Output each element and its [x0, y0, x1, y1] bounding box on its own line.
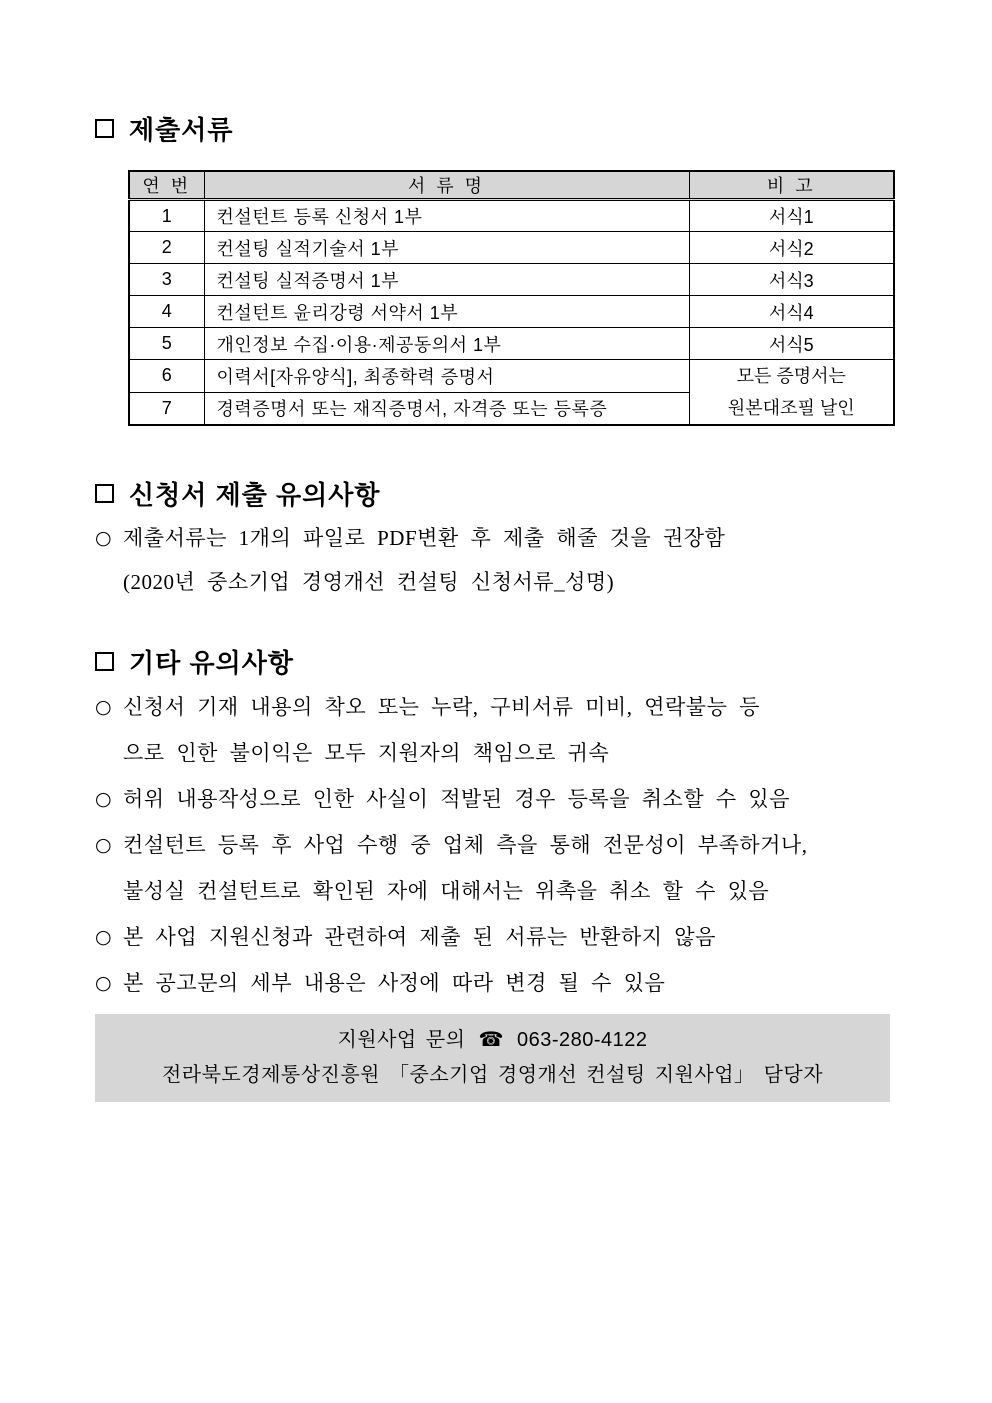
contact-label: 지원사업 문의: [337, 1029, 466, 1051]
cell-name: 이력서[자유양식], 최종학력 증명서: [204, 360, 689, 393]
table-row: [129, 232, 894, 264]
section-title-text: 제출서류: [129, 114, 234, 145]
section-title-text: 기타 유의사항: [129, 647, 294, 678]
col-header-note: 비 고: [689, 171, 894, 200]
circle-bullet-icon: ○: [95, 527, 113, 549]
list-item: [95, 684, 897, 776]
list-item: [95, 516, 897, 604]
cell-no: 4: [129, 296, 204, 328]
cell-no: 3: [129, 264, 204, 296]
note-text: 본 공고문의 세부 내용은 사정에 따라 변경 될 수 있음: [123, 971, 666, 995]
section-title-documents: [95, 113, 897, 143]
contact-phone-number: 063-280-4122: [516, 1029, 648, 1051]
table-row: [129, 264, 894, 296]
cell-name: 컨설턴트 윤리강령 서약서 1부: [204, 296, 689, 328]
cell-name: 컨설턴트 등록 신청서 1부: [204, 200, 689, 232]
phone-icon: ☎: [478, 1029, 504, 1051]
documents-table: [128, 170, 895, 426]
cell-note: 서식4: [689, 296, 894, 328]
table-row: [129, 328, 894, 360]
submission-notes-list: [95, 516, 897, 604]
table-header-row: [129, 171, 894, 200]
section-title-other-notes: [95, 646, 897, 676]
other-notes-list: [95, 684, 897, 1006]
cell-note: 서식2: [689, 232, 894, 264]
cell-no: 5: [129, 328, 204, 360]
merged-note-line1: 모든 증명서는: [736, 366, 846, 386]
note-text: 제출서류는 1개의 파일로 PDF변환 후 제출 해줄 것을 권장함: [123, 526, 726, 550]
section-title-submission-notes: [95, 478, 897, 508]
list-item: [95, 822, 897, 914]
note-text: 허위 내용작성으로 인한 사실이 적발된 경우 등록을 취소할 수 있음: [123, 787, 790, 811]
list-item: [95, 914, 897, 960]
merged-note-line2: 원본대조필 날인: [727, 398, 855, 418]
cell-name: 경력증명서 또는 재직증명서, 자격증 또는 등록증: [204, 392, 689, 425]
col-header-no: 연 번: [129, 171, 204, 200]
cell-note-merged: [689, 360, 894, 426]
cell-name: 컨설팅 실적증명서 1부: [204, 264, 689, 296]
circle-bullet-icon: ○: [95, 972, 113, 994]
square-bullet-icon: [95, 119, 114, 138]
table-row: [129, 360, 894, 393]
cell-no: 7: [129, 392, 204, 425]
note-text: (2020년 중소기업 경영개선 컨설팅 신청서류_성명): [123, 570, 615, 594]
note-text: 으로 인한 불이익은 모두 지원자의 책임으로 귀속: [123, 741, 610, 765]
cell-no: 6: [129, 360, 204, 393]
circle-bullet-icon: ○: [95, 834, 113, 856]
cell-no: 2: [129, 232, 204, 264]
table-row: [129, 200, 894, 232]
circle-bullet-icon: ○: [95, 926, 113, 948]
note-text: 불성실 컨설턴트로 확인된 자에 대해서는 위촉을 취소 할 수 있음: [123, 879, 770, 903]
circle-bullet-icon: ○: [95, 788, 113, 810]
cell-no: 1: [129, 200, 204, 232]
cell-note: 서식1: [689, 200, 894, 232]
cell-note: 서식3: [689, 264, 894, 296]
note-text: 신청서 기재 내용의 착오 또는 누락, 구비서류 미비, 연락불능 등: [123, 695, 760, 719]
cell-note: 서식5: [689, 328, 894, 360]
section-title-text: 신청서 제출 유의사항: [129, 479, 381, 510]
table-row: [129, 296, 894, 328]
note-text: 컨설턴트 등록 후 사업 수행 중 업체 측을 통해 전문성이 부족하거나,: [123, 833, 808, 857]
contact-phone-line: [95, 1023, 890, 1058]
square-bullet-icon: [95, 484, 114, 503]
square-bullet-icon: [95, 652, 114, 671]
list-item: [95, 776, 897, 822]
circle-bullet-icon: ○: [95, 696, 113, 718]
col-header-name: 서 류 명: [204, 171, 689, 200]
cell-name: 개인정보 수집·이용·제공동의서 1부: [204, 328, 689, 360]
list-item: [95, 960, 897, 1006]
contact-org-line: 전라북도경제통상진흥원 「중소기업 경영개선 컨설팅 지원사업」 담당자: [161, 1064, 824, 1086]
note-text: 본 사업 지원신청과 관련하여 제출 된 서류는 반환하지 않음: [123, 925, 716, 949]
contact-info-box: [95, 1014, 890, 1102]
cell-name: 컨설팅 실적기술서 1부: [204, 232, 689, 264]
